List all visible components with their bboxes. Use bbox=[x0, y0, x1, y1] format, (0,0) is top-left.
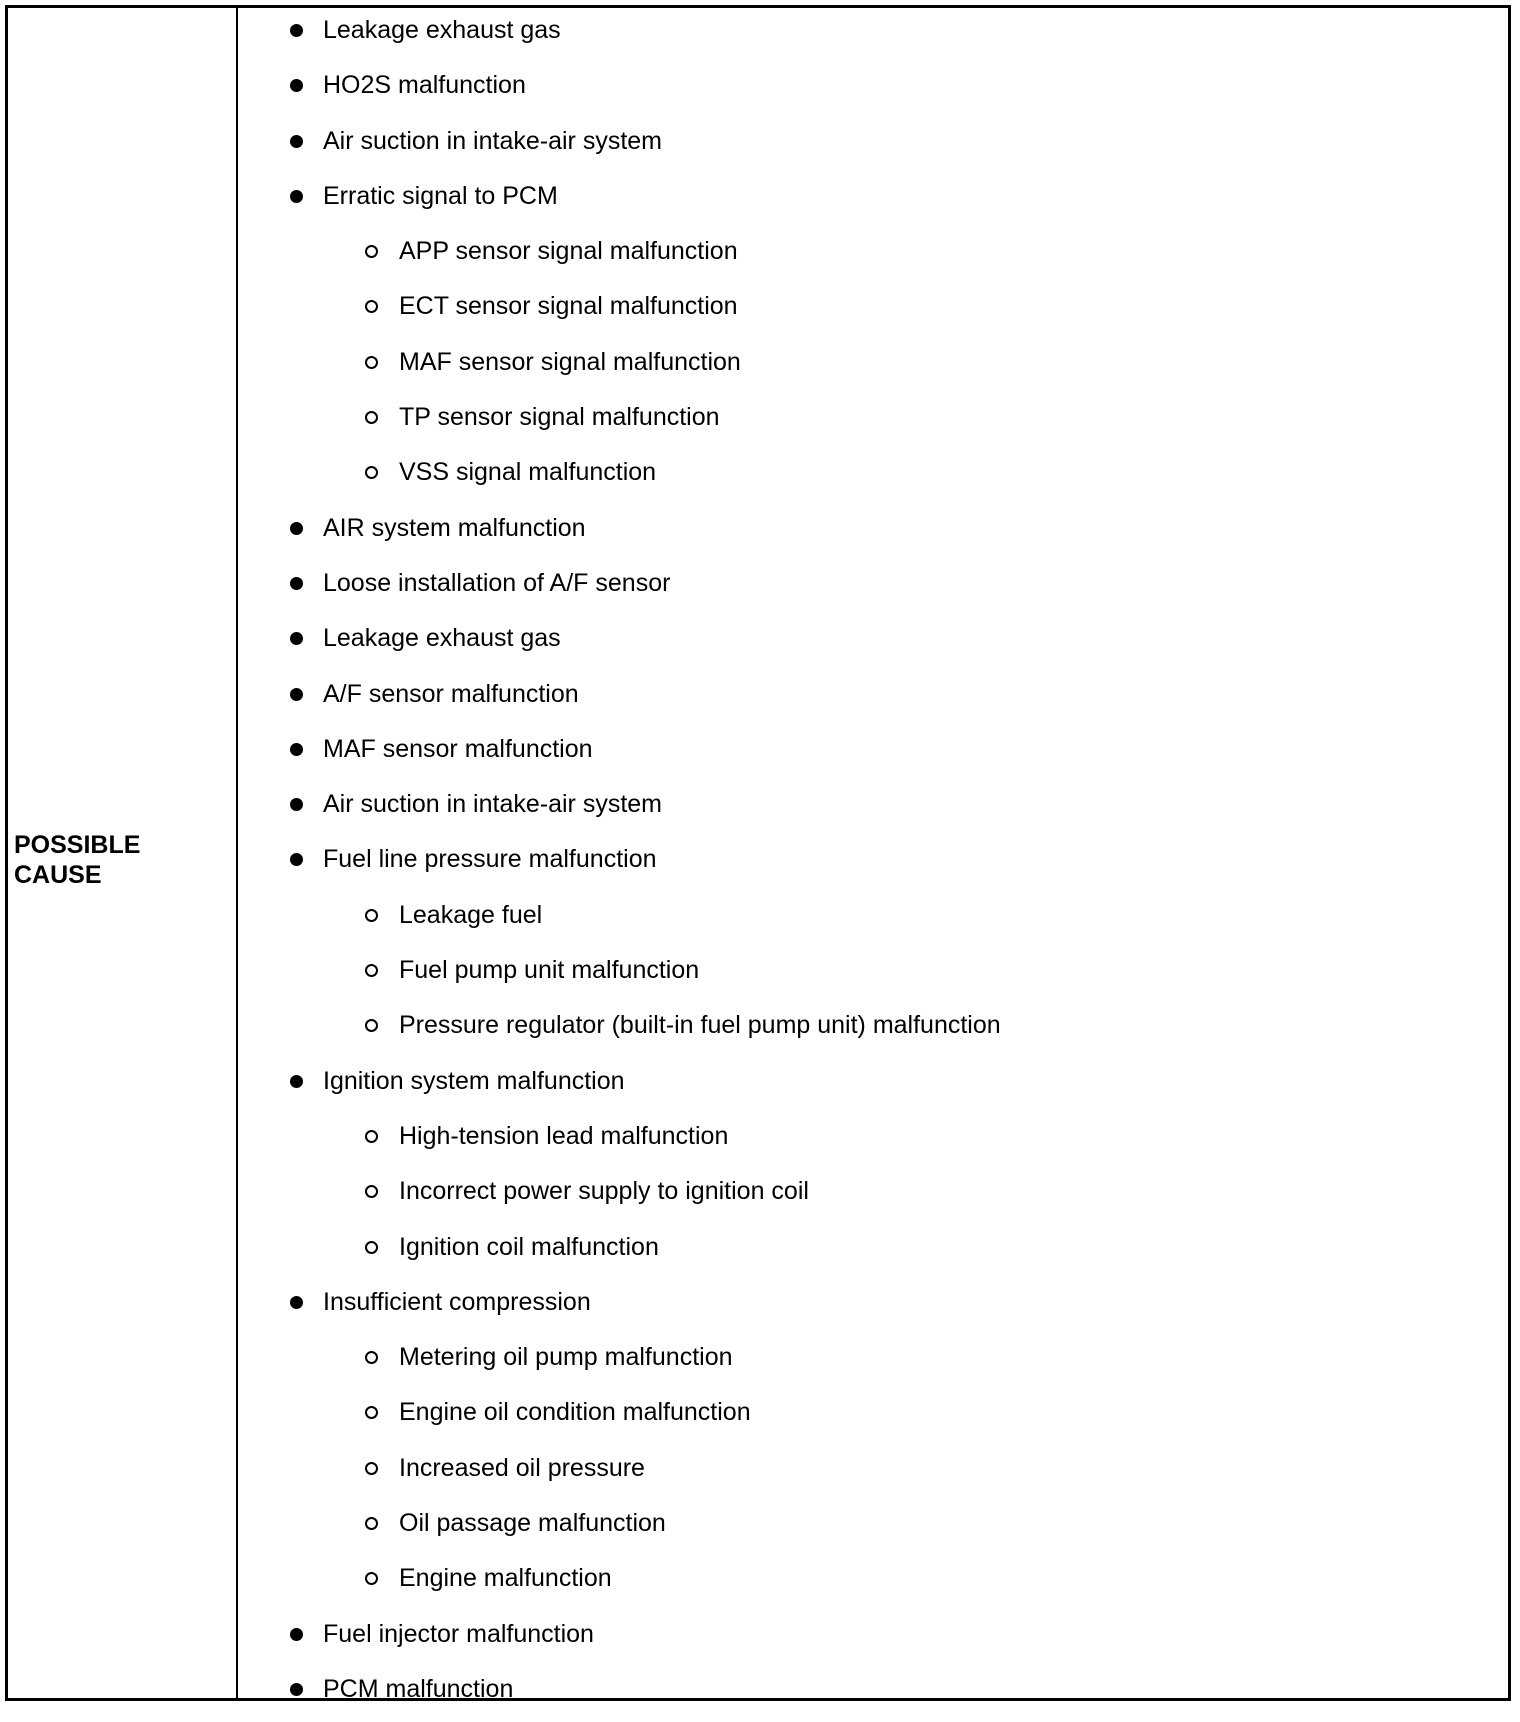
hollow-bullet-icon bbox=[365, 909, 378, 922]
cause-subitem bbox=[238, 1501, 1508, 1556]
cause-subitem bbox=[238, 893, 1508, 948]
cause-subitem bbox=[238, 1390, 1508, 1445]
filled-bullet-icon bbox=[290, 1628, 303, 1641]
filled-bullet-icon bbox=[290, 798, 303, 811]
cause-item bbox=[238, 616, 1508, 671]
filled-bullet-icon bbox=[290, 24, 303, 37]
hollow-bullet-icon bbox=[365, 411, 378, 424]
hollow-bullet-icon bbox=[365, 1517, 378, 1530]
cause-item-text: Leakage exhaust gas bbox=[323, 16, 561, 44]
cause-subitem bbox=[238, 450, 1508, 505]
cause-subitem bbox=[238, 1335, 1508, 1390]
hollow-bullet-icon bbox=[365, 1241, 378, 1254]
cause-item bbox=[238, 63, 1508, 118]
filled-bullet-icon bbox=[290, 190, 303, 203]
cause-item-text: Erratic signal to PCM bbox=[323, 181, 558, 210]
filled-bullet-icon bbox=[290, 743, 303, 756]
cause-item bbox=[238, 672, 1508, 727]
cause-item-text: Fuel injector malfunction bbox=[323, 1619, 594, 1648]
cause-item-text: Pressure regulator (built-in fuel pump unit) malfunction bbox=[399, 1011, 1001, 1040]
cause-item-text: Metering oil pump malfunction bbox=[399, 1343, 733, 1372]
cause-item-text: Engine oil condition malfunction bbox=[399, 1398, 751, 1427]
hollow-bullet-icon bbox=[365, 964, 378, 977]
filled-bullet-icon bbox=[290, 79, 303, 92]
cause-item-text: Increased oil pressure bbox=[399, 1453, 645, 1482]
filled-bullet-icon bbox=[290, 1075, 303, 1088]
cause-item bbox=[238, 1612, 1508, 1667]
cause-item-text: Leakage fuel bbox=[399, 900, 543, 929]
cause-item-text: Fuel pump unit malfunction bbox=[399, 956, 700, 985]
filled-bullet-icon bbox=[290, 632, 303, 645]
cause-item-text: HO2S malfunction bbox=[323, 71, 526, 100]
hollow-bullet-icon bbox=[365, 1351, 378, 1364]
hollow-bullet-icon bbox=[365, 245, 378, 258]
cause-subitem bbox=[238, 395, 1508, 450]
hollow-bullet-icon bbox=[365, 1572, 378, 1585]
cause-item bbox=[238, 727, 1508, 782]
cause-item-text: AIR system malfunction bbox=[323, 513, 586, 542]
cause-item bbox=[238, 174, 1508, 229]
filled-bullet-icon bbox=[290, 1683, 303, 1696]
cause-item-text: MAF sensor malfunction bbox=[323, 734, 593, 763]
hollow-bullet-icon bbox=[365, 300, 378, 313]
possible-cause-label: POSSIBLE CAUSE bbox=[14, 831, 141, 889]
hollow-bullet-icon bbox=[365, 466, 378, 479]
cause-item-text: MAF sensor signal malfunction bbox=[399, 347, 741, 376]
cause-item bbox=[238, 782, 1508, 837]
hollow-bullet-icon bbox=[365, 1406, 378, 1419]
hollow-bullet-icon bbox=[365, 1130, 378, 1143]
filled-bullet-icon bbox=[290, 135, 303, 148]
label-cell bbox=[8, 8, 238, 1698]
cause-item bbox=[238, 119, 1508, 174]
cause-subitem bbox=[238, 948, 1508, 1003]
cause-item-text: Air suction in intake-air system bbox=[323, 126, 663, 155]
cause-item-text: Air suction in intake-air system bbox=[323, 790, 663, 819]
cause-item-text: Ignition system malfunction bbox=[323, 1066, 625, 1095]
cause-subitem bbox=[238, 1114, 1508, 1169]
cause-item-text: Ignition coil malfunction bbox=[399, 1232, 659, 1261]
filled-bullet-icon bbox=[290, 853, 303, 866]
filled-bullet-icon bbox=[290, 522, 303, 535]
filled-bullet-icon bbox=[290, 577, 303, 590]
cause-item bbox=[238, 1059, 1508, 1114]
cause-item bbox=[238, 561, 1508, 616]
cause-subitem bbox=[238, 1003, 1508, 1058]
cause-item bbox=[238, 8, 1508, 63]
cause-subitem bbox=[238, 1446, 1508, 1501]
hollow-bullet-icon bbox=[365, 1019, 378, 1032]
cause-item-text: Incorrect power supply to ignition coil bbox=[399, 1177, 809, 1206]
cause-item-text: APP sensor signal malfunction bbox=[399, 237, 738, 266]
cause-item-text: Engine malfunction bbox=[399, 1564, 612, 1593]
cause-list bbox=[238, 8, 1508, 1722]
cause-item-text: A/F sensor malfunction bbox=[323, 679, 579, 708]
possible-cause-table bbox=[5, 5, 1511, 1701]
cause-subitem bbox=[238, 229, 1508, 284]
cause-item bbox=[238, 1667, 1508, 1722]
cause-subitem bbox=[238, 1169, 1508, 1224]
cause-subitem bbox=[238, 1225, 1508, 1280]
filled-bullet-icon bbox=[290, 1296, 303, 1309]
cause-item-text: Leakage exhaust gas bbox=[323, 624, 561, 653]
cause-subitem bbox=[238, 284, 1508, 339]
cause-item-text: TP sensor signal malfunction bbox=[399, 403, 720, 432]
cause-item-text: ECT sensor signal malfunction bbox=[399, 292, 738, 321]
cause-item bbox=[238, 506, 1508, 561]
cause-item-text: Loose installation of A/F sensor bbox=[323, 568, 671, 597]
cause-item-text: VSS signal malfunction bbox=[399, 458, 657, 487]
cause-subitem bbox=[238, 340, 1508, 395]
cause-item-text: High-tension lead malfunction bbox=[399, 1121, 729, 1150]
cause-item-text: Insufficient compression bbox=[323, 1287, 591, 1316]
cause-item-text: PCM malfunction bbox=[323, 1674, 514, 1703]
cause-item bbox=[238, 837, 1508, 892]
hollow-bullet-icon bbox=[365, 1185, 378, 1198]
filled-bullet-icon bbox=[290, 688, 303, 701]
hollow-bullet-icon bbox=[365, 356, 378, 369]
cause-item-text: Oil passage malfunction bbox=[399, 1509, 666, 1538]
hollow-bullet-icon bbox=[365, 1462, 378, 1475]
cause-subitem bbox=[238, 1556, 1508, 1611]
cause-item bbox=[238, 1280, 1508, 1335]
cause-item-text: Fuel line pressure malfunction bbox=[323, 845, 657, 874]
